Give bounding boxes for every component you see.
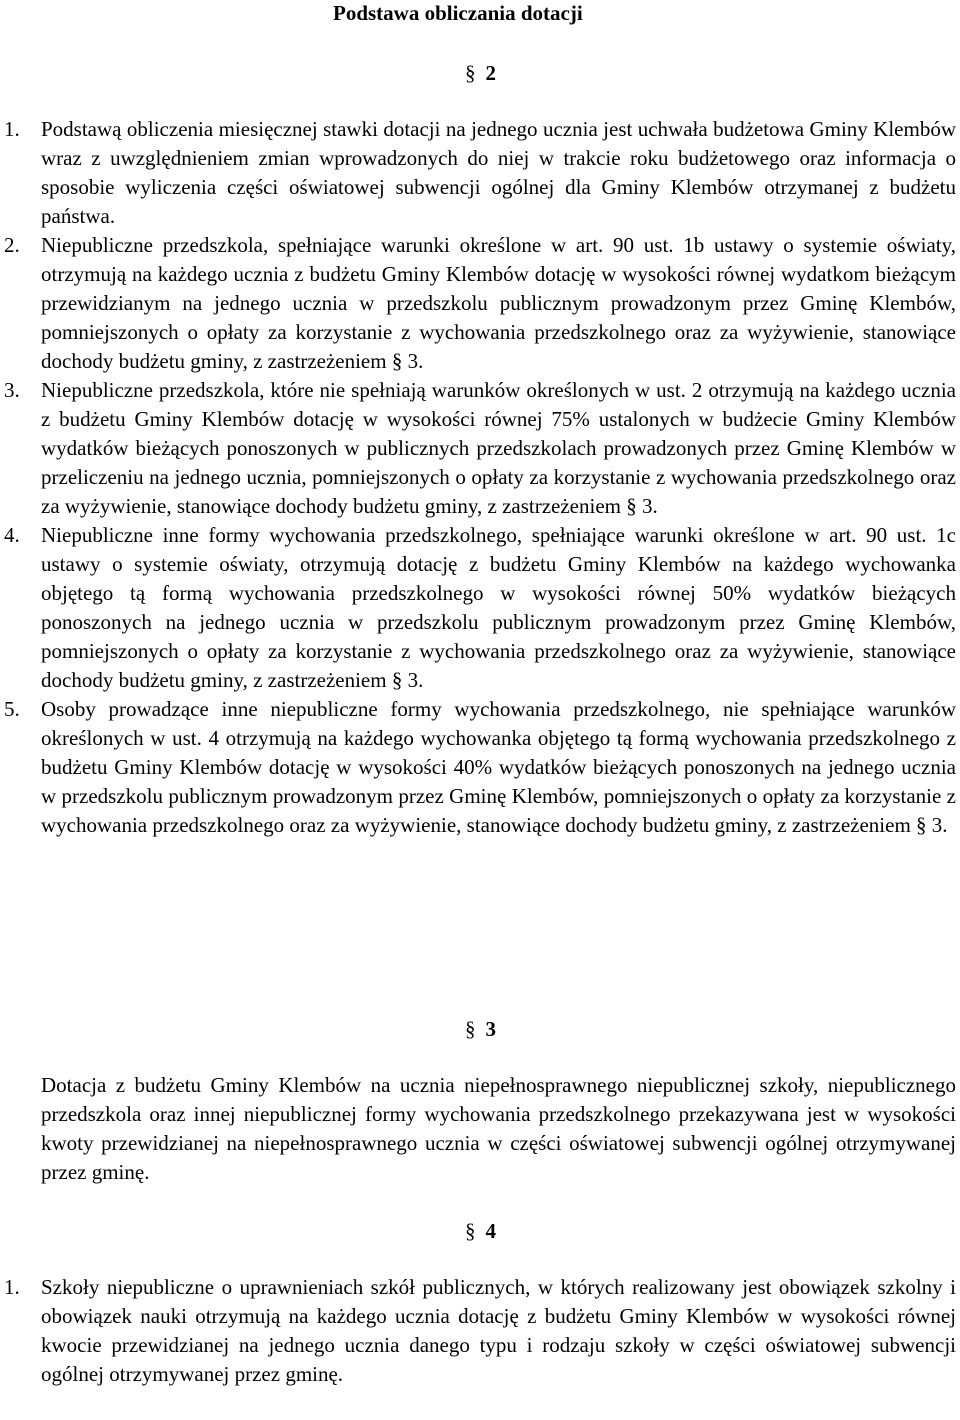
section-heading-2: [465, 59, 496, 88]
item-number: 3.: [4, 378, 20, 402]
section-heading-3: [465, 1015, 496, 1044]
item-text: Niepubliczne inne formy wychowania przedszkolnego, spełniające warunki określone w art. 90 ust. 1c ustawy o systemie oświaty, otrzymują dotację z budżetu Gminy Klembów na każdego wychowanka objętego tą formą wychowania przedszkolnego w wysokości równej 50% wydatków bieżących ponoszonych na jednego ucznia w przedszkolu publicznym prowadzonym przez Gminę Klembów, pomniejszonych o opłaty za korzystanie z wychowania przedszkolnego oraz za wyżywienie, stanowiące dochody budżetu gminy, z zastrzeżeniem § 3.: [41, 523, 956, 692]
list-item: [0, 695, 956, 840]
item-number: 4.: [4, 523, 20, 547]
section-number: 3: [485, 1017, 496, 1041]
item-text: Podstawą obliczenia miesięcznej stawki dotacji na jednego ucznia jest uchwała budżetowa Gminy Klembów wraz z uwzględnieniem zmian wprowadzonych do niej w trakcie roku budżetowego oraz informacja o sposobie wyliczenia części oświatowej subwencji ogólnej dla Gminy Klembów otrzymanej z budżetu państwa.: [41, 117, 956, 228]
item-text: Niepubliczne przedszkola, które nie spełniają warunków określonych w ust. 2 otrzymują na każdego ucznia z budżetu Gminy Klembów dotację w wysokości równej 75% ustalonych w budżecie Gminy Klembów wydatków bieżących ponoszonych w publicznych przedszkolach prowadzonych przez Gminę Klembów w przeliczeniu na jednego ucznia, pomniejszonych o opłaty za korzystanie z wychowania przedszkolnego oraz za wyżywienie, stanowiące dochody budżetu gminy, z zastrzeżeniem § 3.: [41, 378, 956, 518]
list-item: [0, 1273, 956, 1389]
section-2-list: [0, 115, 956, 840]
section-3-paragraph: Dotacja z budżetu Gminy Klembów na ucznia niepełnosprawnego niepublicznej szkoły, niepublicznego przedszkola oraz innej niepublicznej formy wychowania przedszkolnego przekazywana jest w wysokości kwoty przewidzianej na niepełnosprawnego ucznia w części oświatowej subwencji ogólnej otrzymywanej przez gminę.: [41, 1073, 956, 1184]
section-symbol: §: [465, 1219, 476, 1243]
section-symbol: §: [465, 1017, 476, 1041]
item-number: 5.: [4, 697, 20, 721]
item-number: 1.: [4, 1275, 20, 1299]
list-item: [0, 231, 956, 376]
section-symbol: §: [465, 61, 476, 85]
document-title: Podstawa obliczania dotacji: [333, 1, 583, 25]
item-number: 2.: [4, 233, 20, 257]
list-item: [0, 521, 956, 695]
item-text: Osoby prowadzące inne niepubliczne formy wychowania przedszkolnego, nie spełniające warunków określonych w ust. 4 otrzymują na każdego wychowanka objętego tą formą wychowania przedszkolnego z budżetu Gminy Klembów dotację w wysokości 40% wydatków bieżących ponoszonych na jednego ucznia w przedszkolu publicznym prowadzonym przez Gminę Klembów, pomniejszonych o opłaty za korzystanie z wychowania przedszkolnego oraz za wyżywienie, stanowiące dochody budżetu gminy, z zastrzeżeniem § 3.: [41, 697, 956, 837]
list-item: [0, 115, 956, 231]
section-number: 2: [485, 61, 496, 85]
section-heading-4: [465, 1217, 496, 1246]
section-number: 4: [485, 1219, 496, 1243]
list-item: [0, 376, 956, 521]
item-text: Niepubliczne przedszkola, spełniające warunki określone w art. 90 ust. 1b ustawy o systemie oświaty, otrzymują na każdego ucznia z budżetu Gminy Klembów dotację w wysokości równej wydatkom bieżącym przewidzianym na jednego ucznia w przedszkolu publicznym prowadzonym przez Gminę Klembów, pomniejszonych o opłaty za korzystanie z wychowania przedszkolnego oraz za wyżywienie, stanowiące dochody budżetu gminy, z zastrzeżeniem § 3.: [41, 233, 956, 373]
item-number: 1.: [4, 117, 20, 141]
section-4-list: [0, 1273, 956, 1389]
item-text: Szkoły niepubliczne o uprawnieniach szkół publicznych, w których realizowany jest obowiązek szkolny i obowiązek nauki otrzymują na każdego ucznia dotację z budżetu Gminy Klembów w wysokości równej kwocie przewidzianej na jednego ucznia danego typu i rodzaju szkoły w części oświatowej subwencji ogólnej otrzymywanej przez gminę.: [41, 1275, 956, 1386]
